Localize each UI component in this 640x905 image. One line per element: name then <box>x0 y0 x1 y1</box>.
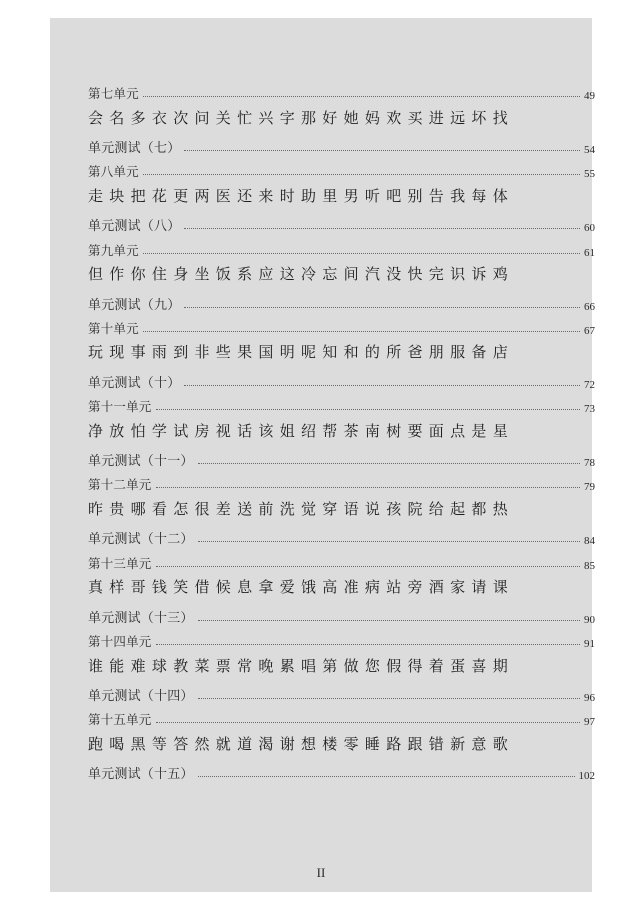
unit-test-page-number: 78 <box>584 457 595 470</box>
unit-characters: 净放怕学试房视话该姐绍帮茶南树要面点是星 <box>88 421 515 440</box>
toc-unit <box>88 393 595 471</box>
unit-test-title: 单元测试（七） <box>88 141 181 156</box>
toc-unit <box>88 237 595 315</box>
unit-test-heading[interactable] <box>88 445 595 470</box>
dot-leader <box>143 174 580 175</box>
unit-test-page-number: 102 <box>578 770 595 783</box>
dot-leader <box>184 228 580 229</box>
unit-heading[interactable] <box>88 158 595 181</box>
toc-unit <box>88 706 595 784</box>
toc-unit <box>88 315 595 393</box>
page-footer-number: II <box>316 865 326 880</box>
unit-title: 第八单元 <box>88 164 139 180</box>
unit-test-heading[interactable] <box>88 523 595 548</box>
dot-leader <box>198 463 580 464</box>
unit-test-page-number: 90 <box>584 613 595 626</box>
dot-leader <box>198 620 580 621</box>
unit-test-page-number: 60 <box>584 222 595 235</box>
unit-test-heading[interactable] <box>88 602 595 626</box>
unit-characters: 谁能难球教菜票常晚累唱第做您假得着蛋喜期 <box>88 656 515 675</box>
unit-characters: 昨贵哪看怎很差送前洗觉穿语说孩院给起都热 <box>88 499 515 518</box>
table-of-contents <box>88 80 595 785</box>
unit-title: 第十一单元 <box>88 399 152 415</box>
unit-title: 第十三单元 <box>88 555 152 571</box>
unit-title: 第十单元 <box>88 320 139 336</box>
unit-heading[interactable] <box>88 550 595 572</box>
unit-heading[interactable] <box>88 237 595 259</box>
unit-heading[interactable] <box>88 315 595 337</box>
dot-leader <box>156 566 580 567</box>
toc-unit <box>88 158 595 236</box>
unit-test-page-number: 72 <box>584 378 595 391</box>
unit-test-title: 单元测试（十五） <box>88 767 194 783</box>
unit-heading[interactable] <box>88 80 595 102</box>
unit-page-number: 67 <box>584 324 595 337</box>
dot-leader <box>198 776 575 777</box>
toc-unit <box>88 80 595 158</box>
unit-heading[interactable] <box>88 628 595 651</box>
unit-test-page-number: 84 <box>584 535 595 548</box>
unit-test-title: 单元测试（十二） <box>88 532 194 548</box>
unit-page-number: 85 <box>584 559 595 572</box>
toc-unit <box>88 628 595 706</box>
unit-test-page-number: 66 <box>584 300 595 313</box>
book-page <box>50 18 595 892</box>
unit-test-title: 单元测试（十四） <box>88 689 194 705</box>
unit-title: 第九单元 <box>88 242 139 258</box>
unit-test-title: 单元测试（十三） <box>88 610 194 626</box>
unit-page-number: 97 <box>584 716 595 729</box>
toc-unit <box>88 471 595 549</box>
unit-heading[interactable] <box>88 471 595 494</box>
dot-leader <box>184 385 580 386</box>
unit-characters: 玩现事雨到非些果国明呢知和的所爸朋服备店 <box>88 343 515 362</box>
unit-title: 第十四单元 <box>88 634 152 650</box>
dot-leader <box>143 253 580 254</box>
dot-leader <box>198 698 580 699</box>
unit-title: 第十二单元 <box>88 477 152 493</box>
unit-heading[interactable] <box>88 706 595 729</box>
dot-leader <box>184 307 580 308</box>
unit-test-title: 单元测试（十） <box>88 375 181 391</box>
unit-characters: 跑喝黑等答然就道渴谢想楼零睡路跟错新意歌 <box>88 734 515 753</box>
unit-test-page-number: 96 <box>584 692 595 705</box>
dot-leader <box>184 150 580 151</box>
dot-leader <box>198 541 580 542</box>
toc-unit <box>88 550 595 628</box>
unit-page-number: 79 <box>584 481 595 494</box>
unit-test-title: 单元测试（十一） <box>88 454 194 470</box>
unit-characters: 会名多衣次问关忙兴字那好她妈欢买进远坏找 <box>88 108 515 127</box>
unit-test-heading[interactable] <box>88 367 595 391</box>
unit-page-number: 61 <box>584 246 595 259</box>
unit-page-number: 91 <box>584 638 595 651</box>
unit-test-heading[interactable] <box>88 289 595 313</box>
unit-heading[interactable] <box>88 393 595 416</box>
unit-test-heading[interactable] <box>88 132 595 156</box>
unit-test-heading[interactable] <box>88 680 595 705</box>
unit-test-title: 单元测试（九） <box>88 297 181 313</box>
unit-page-number: 73 <box>584 403 595 416</box>
unit-test-heading[interactable] <box>88 758 595 783</box>
unit-characters: 真样哥钱笑借候息拿爱饿高准病站旁酒家请课 <box>88 578 515 597</box>
dot-leader <box>143 331 580 332</box>
unit-title: 第十五单元 <box>88 712 152 728</box>
dot-leader <box>143 96 580 97</box>
unit-characters: 走块把花更两医还来时助里男听吧别告我每体 <box>88 186 515 205</box>
dot-leader <box>156 409 580 410</box>
unit-characters: 但作你住身坐饭系应这冷忘间汽没快完识诉鸡 <box>88 265 515 284</box>
unit-page-number: 55 <box>584 168 595 181</box>
dot-leader <box>156 722 580 723</box>
unit-title: 第七单元 <box>88 86 139 101</box>
unit-page-number: 49 <box>584 90 595 102</box>
dot-leader <box>156 644 580 645</box>
dot-leader <box>156 487 580 488</box>
unit-test-title: 单元测试（八） <box>88 219 181 235</box>
unit-test-page-number: 54 <box>584 144 595 156</box>
unit-test-heading[interactable] <box>88 210 595 235</box>
